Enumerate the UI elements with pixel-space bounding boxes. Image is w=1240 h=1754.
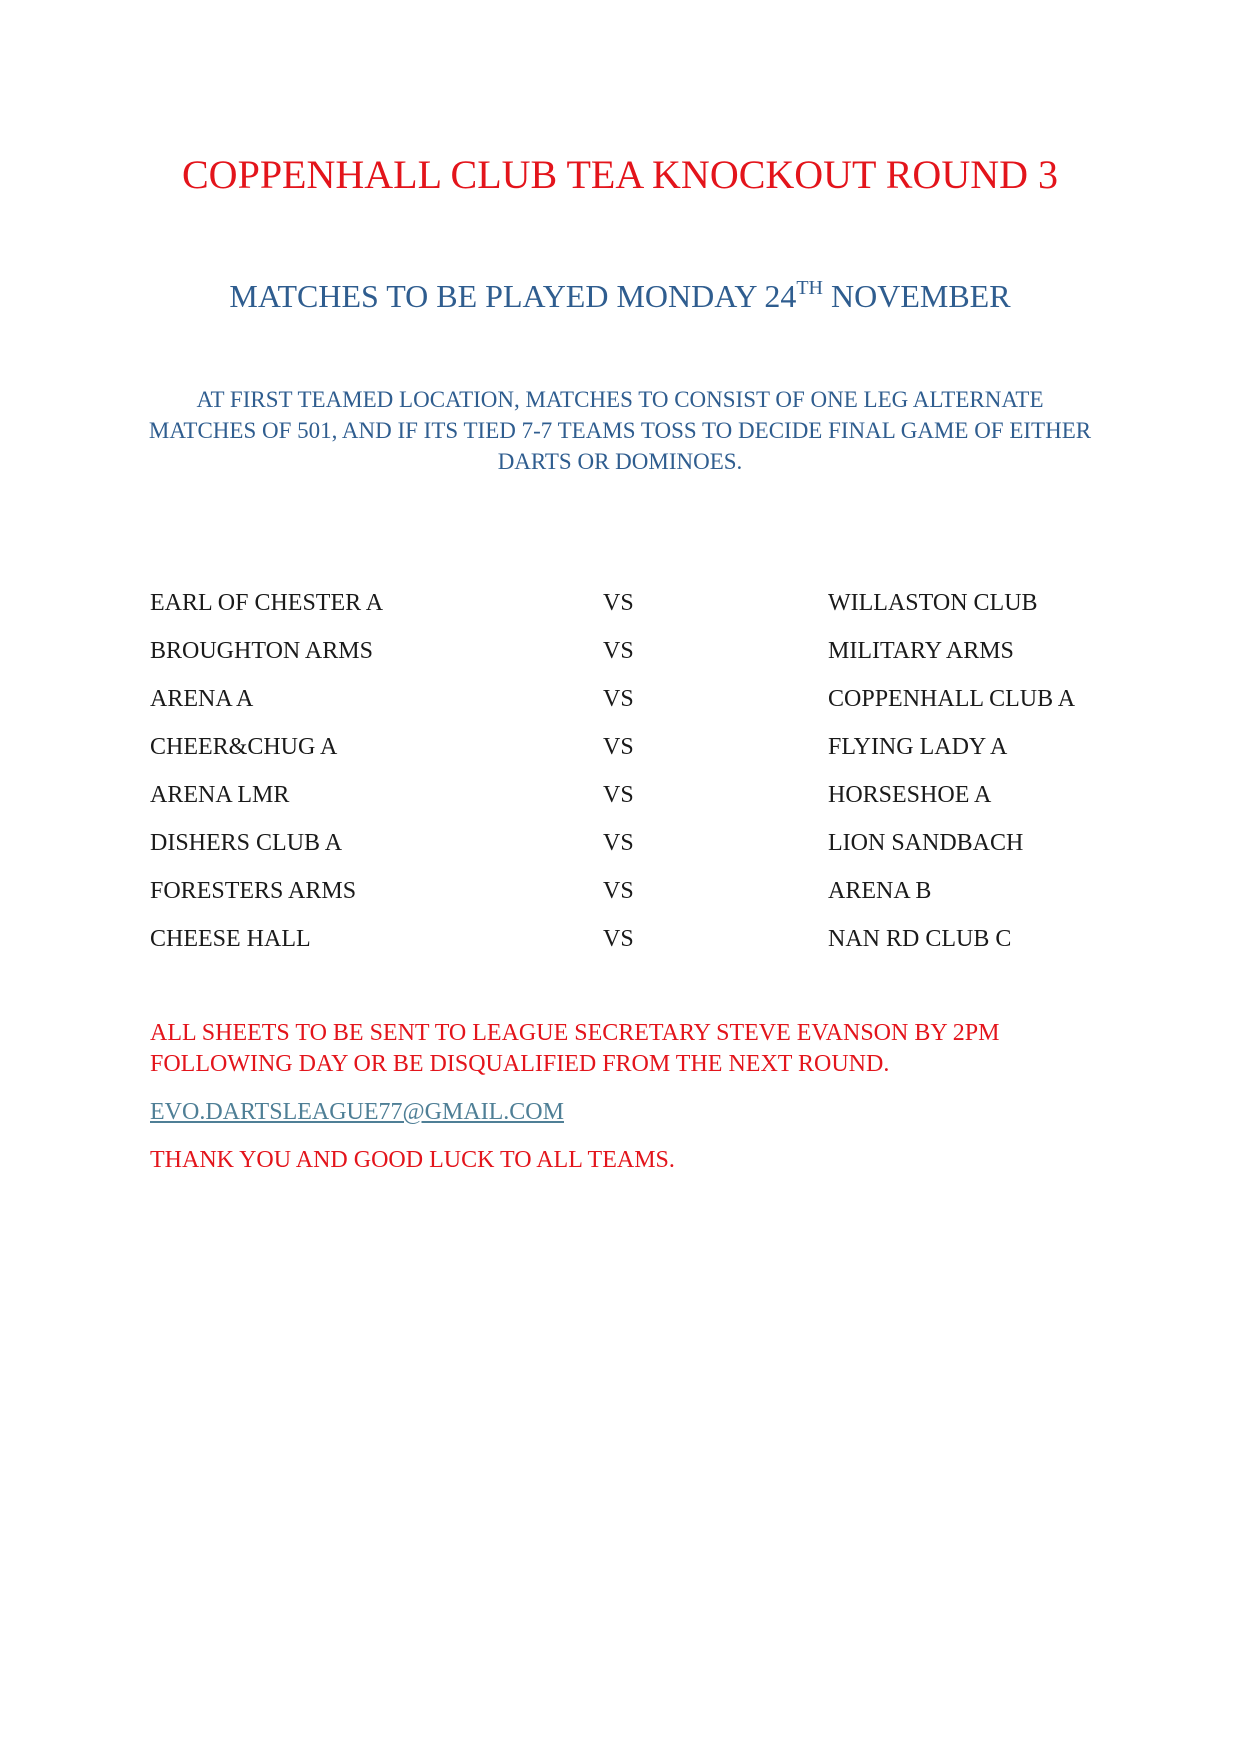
fixture-row	[150, 919, 1110, 967]
home-team: BROUGHTON ARMS	[150, 638, 373, 664]
fixture-row	[150, 631, 1110, 679]
match-date-text: MATCHES TO BE PLAYED MONDAY 24	[229, 278, 797, 314]
versus-label: VS	[603, 878, 634, 904]
home-team: DISHERS CLUB A	[150, 830, 343, 856]
home-team: CHEER&CHUG A	[150, 734, 338, 760]
away-team: MILITARY ARMS	[828, 638, 1014, 664]
versus-label: VS	[603, 734, 634, 760]
away-team: LION SANDBACH	[828, 830, 1024, 856]
versus-label: VS	[603, 926, 634, 952]
versus-label: VS	[603, 590, 634, 616]
versus-label: VS	[603, 686, 634, 712]
away-team: NAN RD CLUB C	[828, 926, 1012, 952]
fixture-row	[150, 775, 1110, 823]
fixture-row	[150, 679, 1110, 727]
fixture-row	[150, 871, 1110, 919]
fixture-row	[150, 823, 1110, 871]
away-team: HORSESHOE A	[828, 782, 992, 808]
document-title: COPPENHALL CLUB TEA KNOCKOUT ROUND 3	[182, 152, 1058, 197]
away-team: COPPENHALL CLUB A	[828, 686, 1076, 712]
home-team: FORESTERS ARMS	[150, 878, 357, 904]
date-ordinal-suffix: TH	[796, 277, 823, 299]
submission-notice: ALL SHEETS TO BE SENT TO LEAGUE SECRETARY STEVE EVANSON BY 2PM FOLLOWING DAY OR BE DISQUALIFIED FROM THE NEXT ROUND.	[150, 1020, 1000, 1077]
fixture-row	[150, 727, 1110, 775]
fixture-row	[150, 583, 1110, 631]
closing-message: THANK YOU AND GOOD LUCK TO ALL TEAMS.	[150, 1147, 675, 1173]
home-team: EARL OF CHESTER A	[150, 590, 384, 616]
home-team: ARENA A	[150, 686, 254, 712]
away-team: ARENA B	[828, 878, 932, 904]
secretary-email-link[interactable]: EVO.DARTSLEAGUE77@GMAIL.COM	[150, 1099, 564, 1125]
away-team: FLYING LADY A	[828, 734, 1008, 760]
match-date-heading	[0, 275, 1240, 317]
match-month-text: NOVEMBER	[823, 278, 1011, 314]
home-team: CHEESE HALL	[150, 926, 311, 952]
away-team: WILLASTON CLUB	[828, 590, 1038, 616]
home-team: ARENA LMR	[150, 782, 290, 808]
versus-label: VS	[603, 782, 634, 808]
match-rules-paragraph: AT FIRST TEAMED LOCATION, MATCHES TO CONSIST OF ONE LEG ALTERNATE MATCHES OF 501, AND IF ITS TIED 7-7 TEAMS TOSS TO DECIDE FINAL GAME OF EITHER DARTS OR DOMINOES.	[148, 387, 1092, 474]
fixtures-list	[150, 583, 1110, 967]
versus-label: VS	[603, 830, 634, 856]
versus-label: VS	[603, 638, 634, 664]
